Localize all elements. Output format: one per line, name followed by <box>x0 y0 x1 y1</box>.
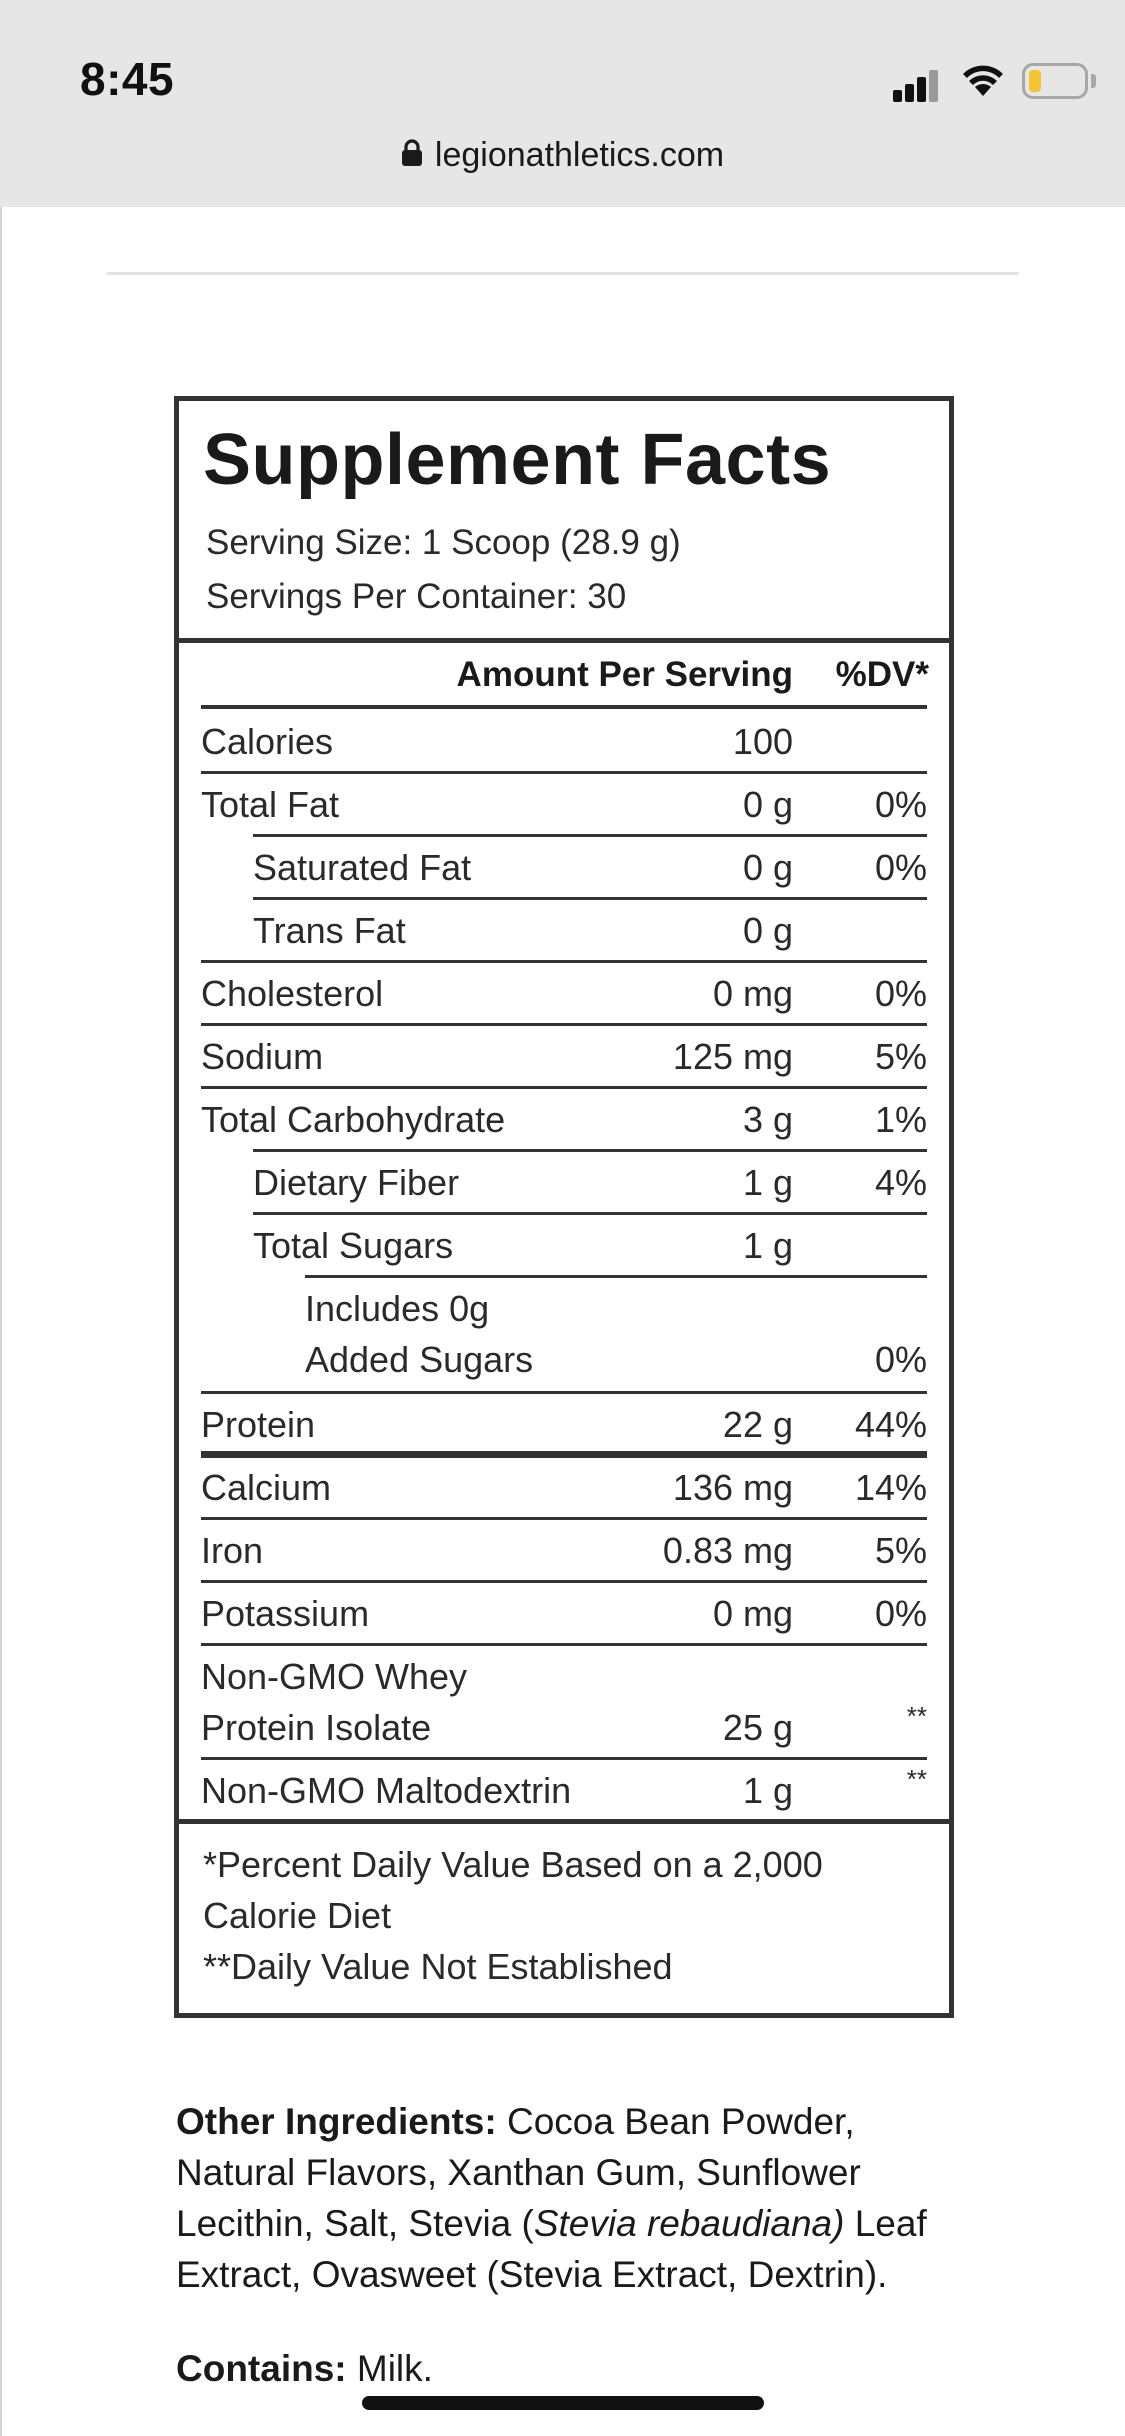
ingredients-text-end: Leaf Extract, Ovasweet (Stevia Extract, Dextrin). <box>176 2203 927 2295</box>
row-amount: 1 g <box>742 1225 793 1266</box>
row-divider <box>201 1391 927 1394</box>
row-label: Sodium <box>201 1036 324 1077</box>
row-dv: 0% <box>874 1339 927 1380</box>
header-underline <box>201 705 927 709</box>
ingredients-label: Other Ingredients: <box>176 2101 497 2142</box>
row-divider <box>253 1149 927 1152</box>
row-label: Calories <box>201 721 334 762</box>
battery-tip <box>1091 74 1096 88</box>
row-amount: 25 g <box>722 1707 793 1748</box>
row-dv: 0% <box>874 973 927 1014</box>
row-divider <box>201 1086 927 1089</box>
facts-divider-top <box>179 638 949 643</box>
footnote-line1: *Percent Daily Value Based on a 2,000 <box>203 1844 823 1885</box>
row-dv: 0% <box>874 847 927 888</box>
row-divider <box>201 771 927 774</box>
row-divider <box>201 960 927 963</box>
row-label-line1: Non-GMO Whey <box>201 1656 468 1697</box>
footnote-line2: Calorie Diet <box>203 1895 392 1936</box>
address-bar[interactable] <box>0 136 1125 175</box>
row-amount: 0 g <box>742 847 793 888</box>
row-amount: 136 mg <box>672 1467 793 1508</box>
row-label: Dietary Fiber <box>253 1162 460 1203</box>
row-amount: 22 g <box>722 1404 793 1445</box>
row-dv: 0% <box>874 784 927 825</box>
home-indicator[interactable] <box>362 2396 764 2410</box>
row-dv: ** <box>906 1701 927 1731</box>
browser-top-bar <box>0 0 1125 207</box>
ingredients-italic: Stevia rebaudiana) <box>533 2203 845 2244</box>
contains-label: Contains: <box>176 2348 347 2389</box>
row-label: Non-GMO Maltodextrin <box>201 1770 572 1811</box>
servings-per-container: Servings Per Container: 30 <box>206 577 627 616</box>
facts-title: Supplement Facts <box>203 420 832 500</box>
row-label: Trans Fat <box>253 910 406 951</box>
row-divider-heavy <box>201 1451 927 1458</box>
row-label-line1: Includes 0g <box>305 1288 490 1329</box>
row-dv: 14% <box>854 1467 927 1508</box>
row-amount: 0 mg <box>712 1593 793 1634</box>
row-divider <box>305 1275 927 1278</box>
allergen-contains <box>176 2348 433 2390</box>
contains-value: Milk. <box>346 2348 433 2389</box>
row-label: Potassium <box>201 1593 370 1634</box>
wifi-icon <box>960 62 1006 98</box>
page-left-edge <box>0 207 2 2436</box>
row-divider <box>253 1212 927 1215</box>
row-divider <box>253 897 927 900</box>
row-amount: 0 g <box>742 910 793 951</box>
row-dv: 5% <box>874 1530 927 1571</box>
row-label: Calcium <box>201 1467 332 1508</box>
row-amount: 100 <box>732 721 793 762</box>
row-label: Saturated Fat <box>253 847 472 888</box>
status-time: 8:45 <box>80 53 175 105</box>
url-text: legionathletics.com <box>434 136 725 174</box>
row-dv: 0% <box>874 1593 927 1634</box>
row-label: Cholesterol <box>201 973 384 1014</box>
row-dv: 44% <box>854 1404 927 1445</box>
row-dv: ** <box>906 1764 927 1794</box>
serving-size: Serving Size: 1 Scoop (28.9 g) <box>206 523 681 562</box>
row-amount: 3 g <box>742 1099 793 1140</box>
row-amount: 0.83 mg <box>662 1530 793 1571</box>
footnote-line3: **Daily Value Not Established <box>203 1946 673 1987</box>
row-label: Total Carbohydrate <box>201 1099 506 1140</box>
row-label: Iron <box>201 1530 264 1571</box>
row-dv: 5% <box>874 1036 927 1077</box>
row-divider <box>201 1023 927 1026</box>
row-label: Protein <box>201 1404 316 1445</box>
row-amount: 125 mg <box>672 1036 793 1077</box>
other-ingredients <box>176 2096 976 2300</box>
header-amount-per-serving: Amount Per Serving <box>456 655 793 694</box>
row-dv: 4% <box>874 1162 927 1203</box>
row-label: Total Sugars <box>253 1225 454 1266</box>
lock-icon <box>401 139 423 167</box>
row-label: Total Fat <box>201 784 340 825</box>
row-amount: 1 g <box>742 1770 793 1811</box>
supplement-facts-panel <box>174 396 954 2018</box>
facts-divider-bottom <box>179 1819 949 1824</box>
row-divider <box>201 1643 927 1646</box>
row-divider <box>201 1517 927 1520</box>
row-amount: 0 mg <box>712 973 793 1014</box>
row-divider <box>253 834 927 837</box>
ingredients-text: Cocoa Bean Powder, Natural Flavors, Xanthan Gum, Sunflower Lecithin, Salt, Stevia ( <box>176 2101 861 2244</box>
row-label-line2: Added Sugars <box>305 1339 534 1380</box>
row-amount: 1 g <box>742 1162 793 1203</box>
row-dv: 1% <box>874 1099 927 1140</box>
row-amount: 0 g <box>742 784 793 825</box>
row-divider <box>201 1580 927 1583</box>
row-divider <box>201 1757 927 1760</box>
row-label-line2: Protein Isolate <box>201 1707 432 1748</box>
content-divider <box>106 272 1019 275</box>
cellular-signal-icon <box>893 70 939 102</box>
battery-icon <box>1022 63 1088 99</box>
header-daily-value: %DV* <box>835 655 929 694</box>
